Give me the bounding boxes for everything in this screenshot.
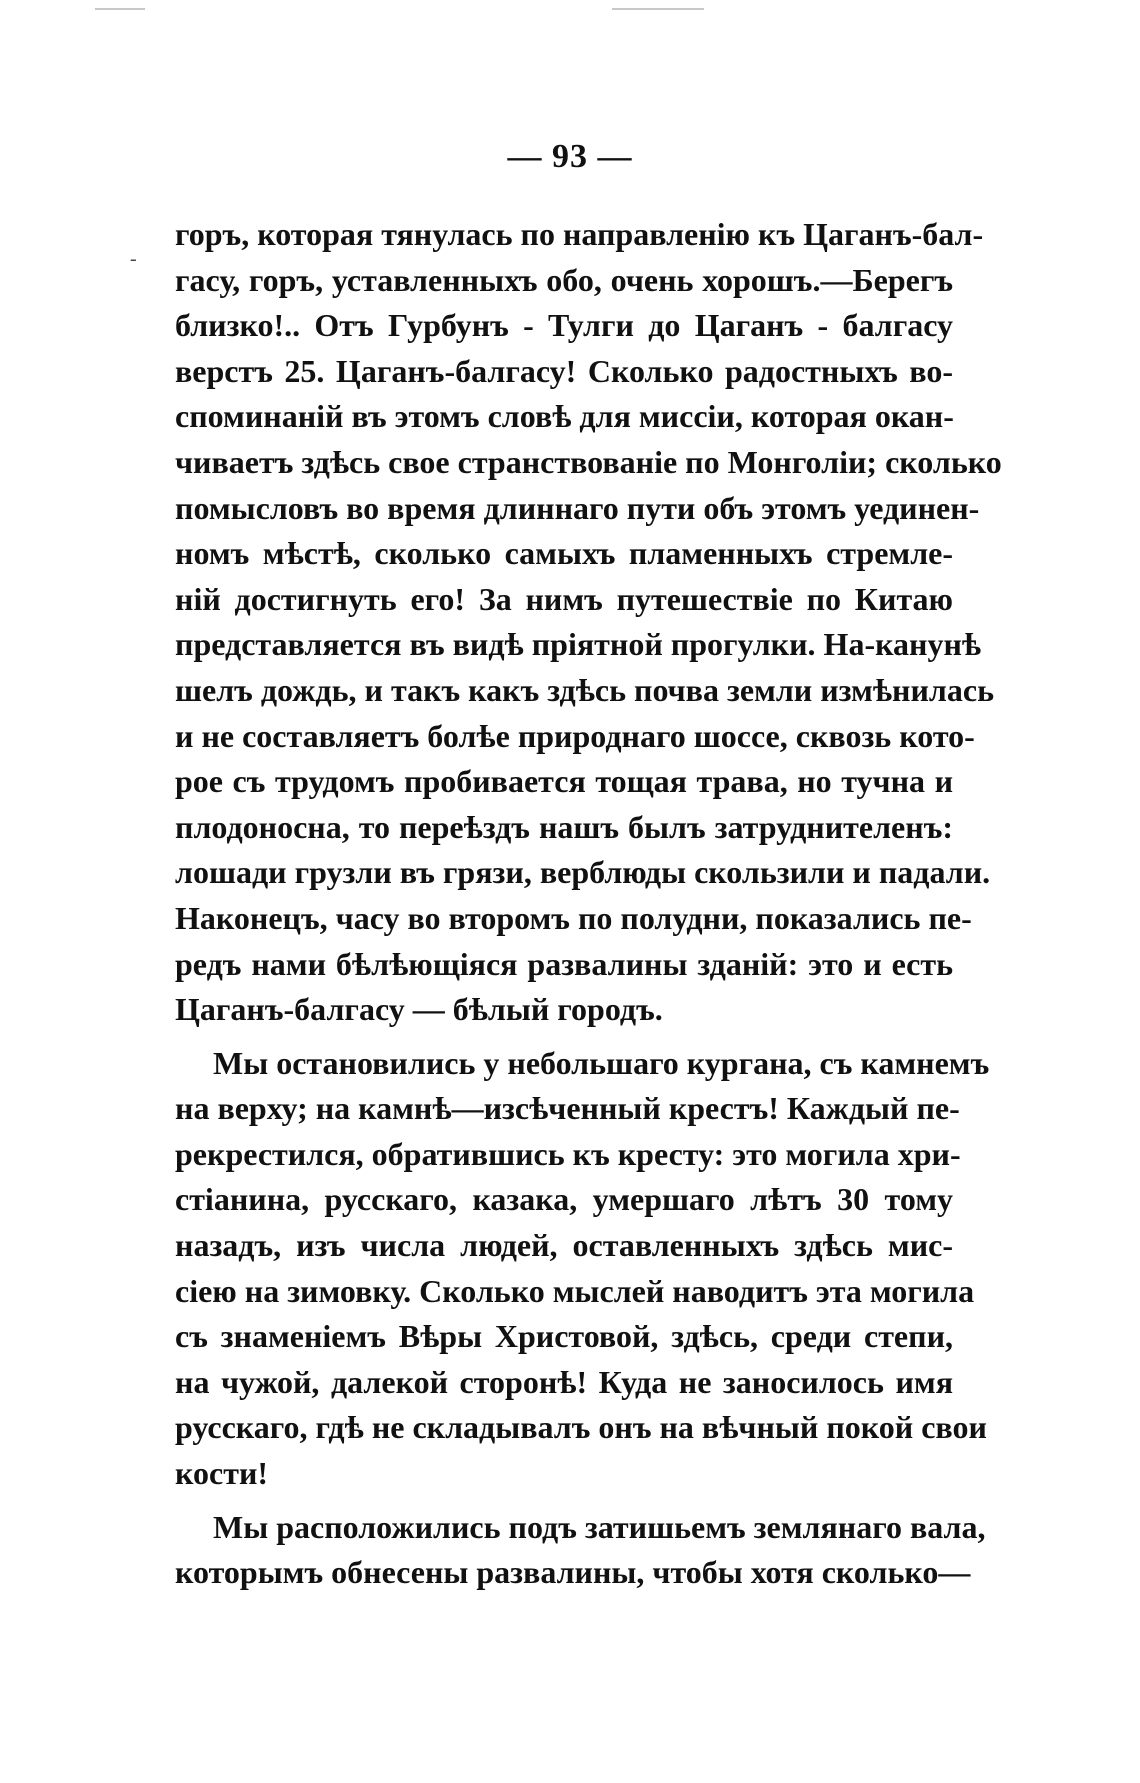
text-line: Мы расположились подъ затишьемъ землянаго вала,	[213, 1508, 986, 1545]
text-line: ній достигнуть его! За нимъ путешествіе по Китаю	[175, 580, 953, 617]
top-margin-rule-right	[612, 8, 704, 10]
text-line: на чужой, далекой сторонѣ! Куда не заносилось имя	[175, 1363, 953, 1400]
text-line: сіею на зимовку. Сколько мыслей наводитъ эта могила	[175, 1272, 975, 1309]
text-line: которымъ обнесены развалины, чтобы хотя сколько—	[175, 1554, 971, 1591]
text-line: чиваетъ здѣсь свое странствованіе по Монголіи; сколько	[175, 443, 1002, 480]
text-line: редъ нами бѣлѣющіяся развалины зданій: это и есть	[175, 945, 953, 982]
text-line: горъ, которая тянулась по направленію къ Цаганъ-бал-	[175, 216, 984, 252]
text-line: стіанина, русскаго, казака, умершаго лѣтъ 30 тому	[175, 1181, 953, 1218]
text-line: представляется въ видѣ пріятной прогулки. На-канунѣ	[175, 626, 982, 663]
text-line: съ знаменіемъ Вѣры Христовой, здѣсь, среди степи,	[175, 1318, 953, 1355]
text-line: помысловъ во время длиннаго пути объ этомъ уединен-	[175, 489, 980, 526]
text-line: гасу, горъ, уставленныхъ обо, очень хорошъ.—Берегъ	[175, 261, 953, 298]
text-line: Наконецъ, часу во второмъ по полудни, показались пе-	[175, 899, 972, 936]
text-line: Цаганъ-балгасу — бѣлый городъ.	[175, 991, 663, 1028]
text-line: споминаній въ этомъ словѣ для миссіи, которая окан-	[175, 398, 954, 435]
body-text	[175, 212, 1002, 1596]
text-line: на верху; на камнѣ—изсѣченный крестъ! Каждый пе-	[175, 1090, 960, 1127]
text-line: близко!.. Отъ Гурбунъ - Тулги до Цаганъ - балгасу	[175, 307, 953, 344]
text-line: лошади грузли въ грязи, верблюды скользили и падали.	[175, 854, 991, 891]
text-line: номъ мѣстѣ, сколько самыхъ пламенныхъ стремле-	[175, 535, 953, 572]
text-line: назадъ, изъ числа людей, оставленныхъ здѣсь мис-	[175, 1227, 953, 1264]
text-line: Мы остановились у небольшаго кургана, съ камнемъ	[213, 1044, 990, 1081]
text-line: кости!	[175, 1455, 269, 1492]
text-line: верстъ 25. Цаганъ-балгасу! Сколько радостныхъ во-	[175, 352, 953, 389]
page-number: — 93 —	[507, 138, 633, 175]
text-line: шелъ дождь, и такъ какъ здѣсь почва земли измѣнилась	[175, 671, 994, 708]
text-line: русскаго, гдѣ не складывалъ онъ на вѣчный покой свои	[175, 1409, 987, 1446]
text-line: плодоносна, то переѣздъ нашъ былъ затруднителенъ:	[175, 808, 953, 845]
paragraph-gap	[175, 1497, 953, 1505]
top-margin-rule-left	[95, 8, 145, 10]
text-line: рое съ трудомъ пробивается тощая трава, но тучна и	[175, 763, 953, 800]
text-line: рекрестился, обратившись къ кресту: это могила хри-	[175, 1135, 961, 1172]
text-line: и не составляетъ болѣе природнаго шоссе, сквозь кото-	[175, 717, 975, 754]
margin-mark: -	[130, 248, 137, 270]
paragraph-gap	[175, 1033, 953, 1041]
